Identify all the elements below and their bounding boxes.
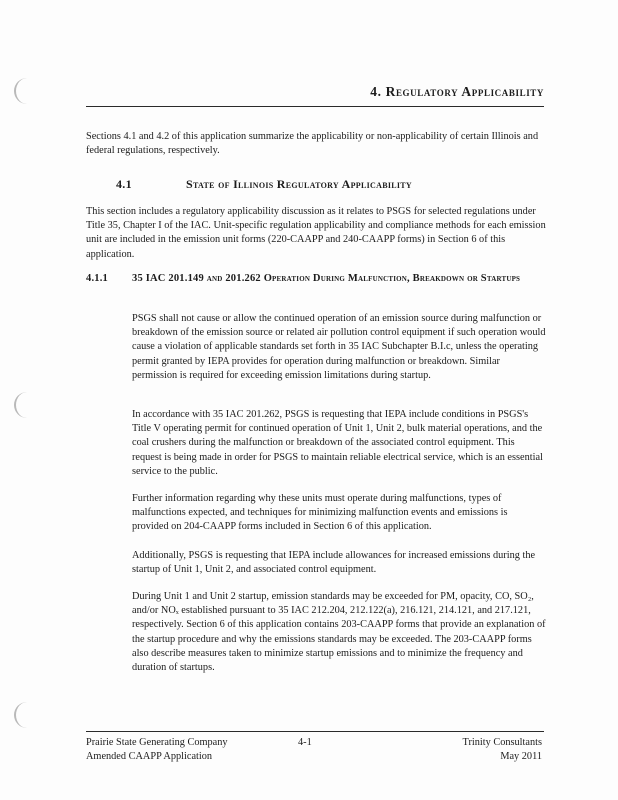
body-paragraph-2: In accordance with 35 IAC 201.262, PSGS is requesting that IEPA include conditions in PSGS's Title V operating permit for continued operation of Unit 1, Unit 2, bulk material operations, and the coal crushers during the malfunction or breakdown of the associated control equipment. This request is being made in order for PSGS to maintain reliable electrical service, which is an essential service to the public. [132,409,543,477]
section-header-title: 4. Regulatory Applicability [370,84,544,99]
header-divider [86,106,544,107]
section-title: State of Illinois Regulatory Applicability [186,177,412,191]
subsection-number: 4.1.1 [86,273,108,284]
section-4-1-heading [116,177,412,192]
section-4-1-paragraph: This section includes a regulatory applicability discussion as it relates to PSGS for selected regulations under Title 35, Chapter I of the IAC. Unit-specific regulation applicability and compliance methods for each emission unit are included in the emission unit forms (220-CAAPP and 240-CAAPP forms) in Section 6 of this application. [86,206,546,260]
footer-left [86,736,228,764]
punch-hole-mark [14,702,30,728]
footer-consultant: Trinity Consultants [462,737,542,748]
punch-hole-mark [14,78,30,104]
body-paragraph-1: PSGS shall not cause or allow the continued operation of an emission source during malfunction or breakdown of the emission source or related air pollution control equipment if such operation would cause a violation of applicable standards set forth in 35 IAC Subchapter B.I.c, unless the operating permit granted by IEPA provides for operation during malfunction or breakdown. Similar permission is required for exceeding emission limitations during startup. [132,313,546,381]
body-paragraph-5: During Unit 1 and Unit 2 startup, emission standards may be exceeded for PM, opacity, CO, SO₂, and/or NOₓ established pursuant to 35 IAC 212.204, 212.122(a), 216.121, 214.121, and 217.121, respectively. Section 6 of this application contains 203-CAAPP forms that provide an explanation of the startup procedure and why the emissions standards may be exceeded. The 203-CAAPP forms also describe measures taken to minimize startup emissions and to minimize the frequency and duration of startups. [132,591,546,674]
body-paragraph-3: Further information regarding why these units must operate during malfunctions, types of malfunctions expected, and techniques for minimizing malfunction events and emissions is provided on 204-CAAPP forms included in Section 6 of this application. [132,493,508,533]
intro-paragraph: Sections 4.1 and 4.2 of this application summarize the applicability or non-applicability of certain Illinois and federal regulations, respectively. [86,131,539,157]
section-4-1-1-heading [86,272,548,287]
footer-divider [86,731,544,732]
subsection-title: 35 IAC 201.149 and 201.262 Operation During Malfunction, Breakdown or Startups [132,273,521,284]
body-paragraph-4: Additionally, PSGS is requesting that IEPA include allowances for increased emissions during the startup of Unit 1, Unit 2, and associated control equipment. [132,550,536,576]
punch-hole-mark [14,392,30,418]
footer-date: May 2011 [500,751,542,762]
footer-document: Amended CAAPP Application [86,751,213,762]
footer-right [463,736,542,764]
page-number: 4-1 [298,737,312,748]
footer-company: Prairie State Generating Company [86,737,228,748]
section-number: 4.1 [116,177,132,191]
